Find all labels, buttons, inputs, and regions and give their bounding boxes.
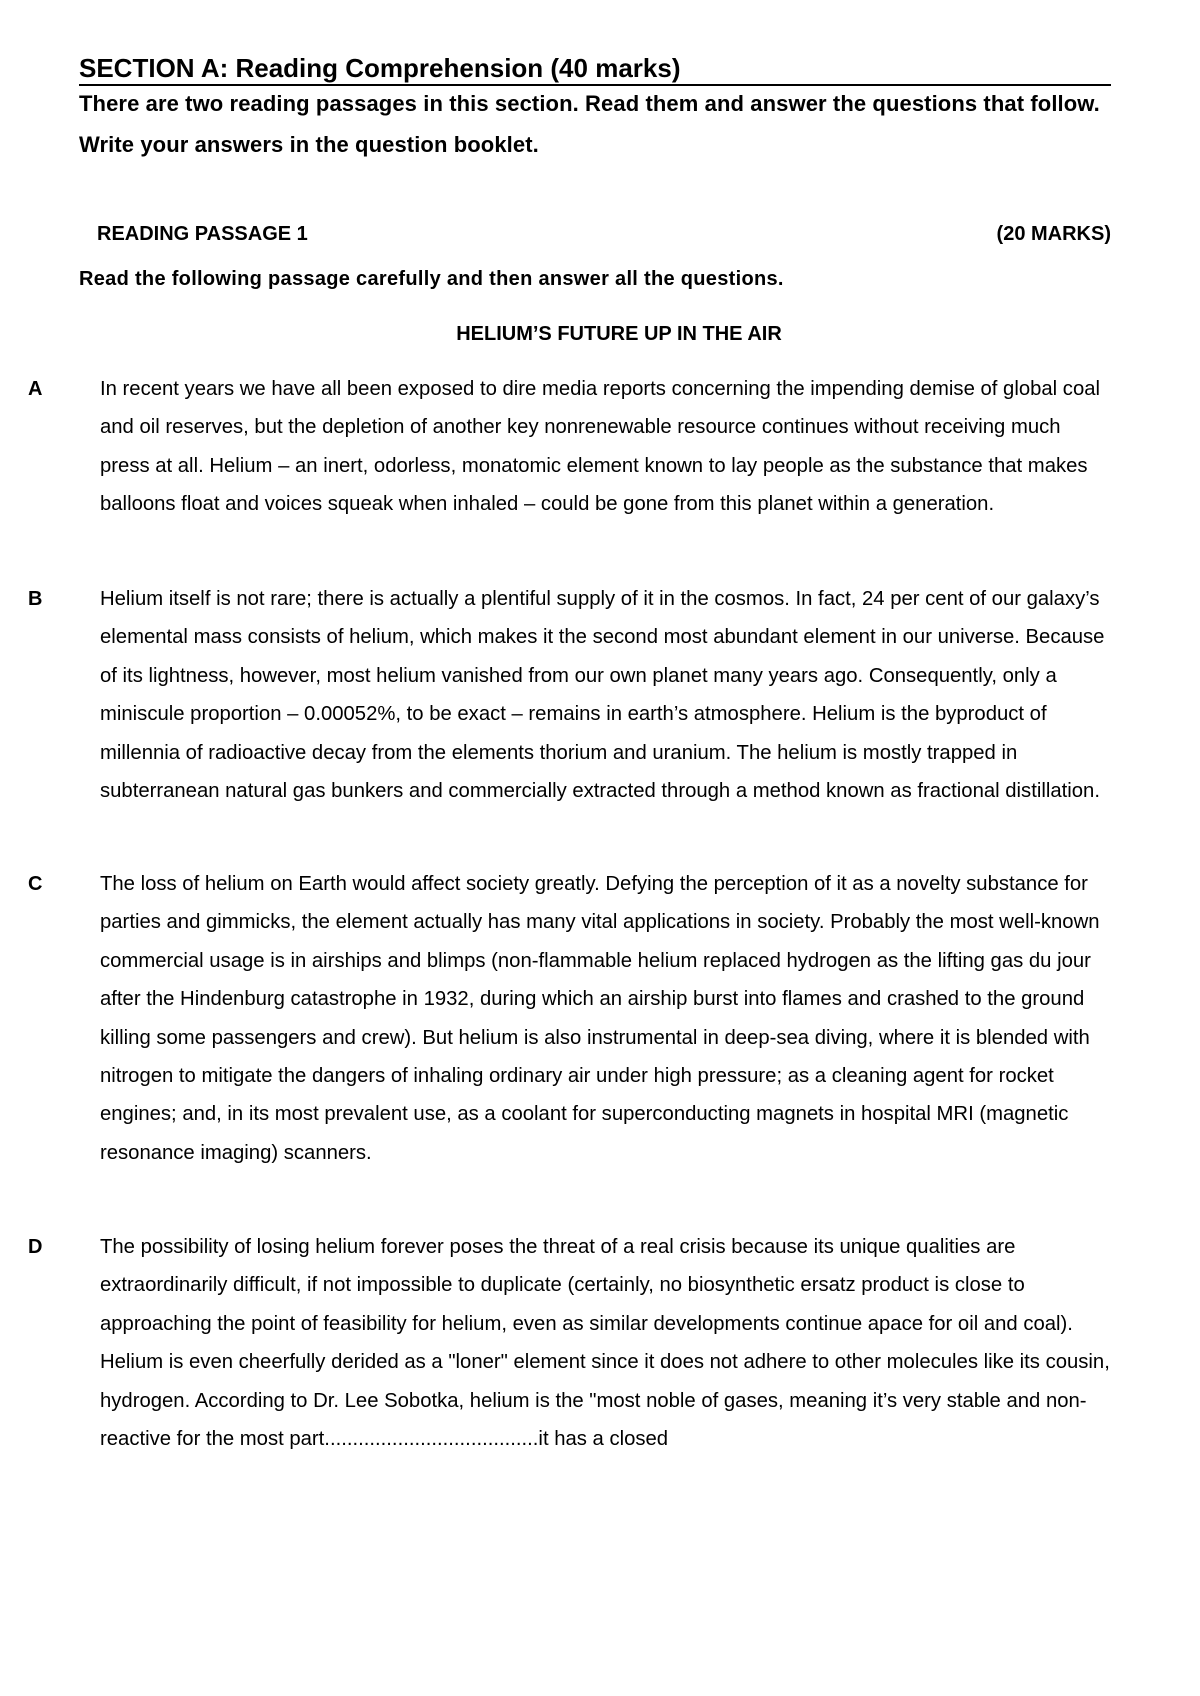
section-heading: SECTION A: Reading Comprehension (40 marks) <box>79 52 1111 86</box>
passage-label: READING PASSAGE 1 <box>97 223 308 245</box>
paragraph-text: In recent years we have all been exposed to dire media reports concerning the impending demise of global coal and oil reserves, but the depletion of another key nonrenewable resource continues without receiving much press at all. Helium – an inert, odorless, monatomic element known to lay people as the substance that makes balloons float and voices squeak when inhaled – could be gone from this planet within a generation. <box>100 378 1101 516</box>
paragraph-letter: A <box>28 378 43 400</box>
passage-marks: (20 MARKS) <box>996 223 1111 245</box>
paragraph-letter: C <box>28 873 43 895</box>
passage-instruction: Read the following passage carefully and then answer all the questions. <box>79 268 784 290</box>
paragraph-letter: D <box>28 1236 43 1258</box>
paragraph-letter: B <box>28 588 43 610</box>
section-intro: There are two reading passages in this section. Read them and answer the questions that follow. Write your answers in the question booklet. <box>79 91 1100 157</box>
passage-title: HELIUM’S FUTURE UP IN THE AIR <box>456 323 782 345</box>
passage-header <box>97 220 1111 248</box>
paragraph-text: Helium itself is not rare; there is actually a plentiful supply of it in the cosmos. In fact, 24 per cent of our galaxy’s elemental mass consists of helium, which makes it the second most abundant element in our universe. Because of its lightness, however, most helium vanished from our own planet many years ago. Consequently, only a miniscule proportion – 0.00052%, to be exact – remains in earth’s atmosphere. Helium is the byproduct of millennia of radioactive decay from the elements thorium and uranium. The helium is mostly trapped in subterranean natural gas bunkers and commercially extracted through a method known as fractional distillation. <box>100 588 1105 803</box>
paragraph-text: The loss of helium on Earth would affect society greatly. Defying the perception of it as a novelty substance for parties and gimmicks, the element actually has many vital applications in society. Probably the most well-known commercial usage is in airships and blimps (non-flammable helium replaced hydrogen as the lifting gas du jour after the Hindenburg catastrophe in 1932, during which an airship burst into flames and crashed to the ground killing some passengers and crew). But helium is also instrumental in deep-sea diving, where it is blended with nitrogen to mitigate the dangers of inhaling ordinary air under high pressure; as a cleaning agent for rocket engines; and, in its most prevalent use, as a coolant for superconducting magnets in hospital MRI (magnetic resonance imaging) scanners. <box>100 873 1100 1164</box>
paragraph-text: The possibility of losing helium forever poses the threat of a real crisis because its unique qualities are extraordinarily difficult, if not impossible to duplicate (certainly, no biosynthetic ersatz product is close to approaching the point of feasibility for helium, even as similar developments continue apace for oil and coal). Helium is even cheerfully derided as a "loner" element since it does not adhere to other molecules like its cousin, hydrogen. According to Dr. Lee Sobotka, helium is the "most noble of gases, meaning it’s very stable and non-reactive for the most part......................................it has a closed <box>100 1236 1110 1451</box>
